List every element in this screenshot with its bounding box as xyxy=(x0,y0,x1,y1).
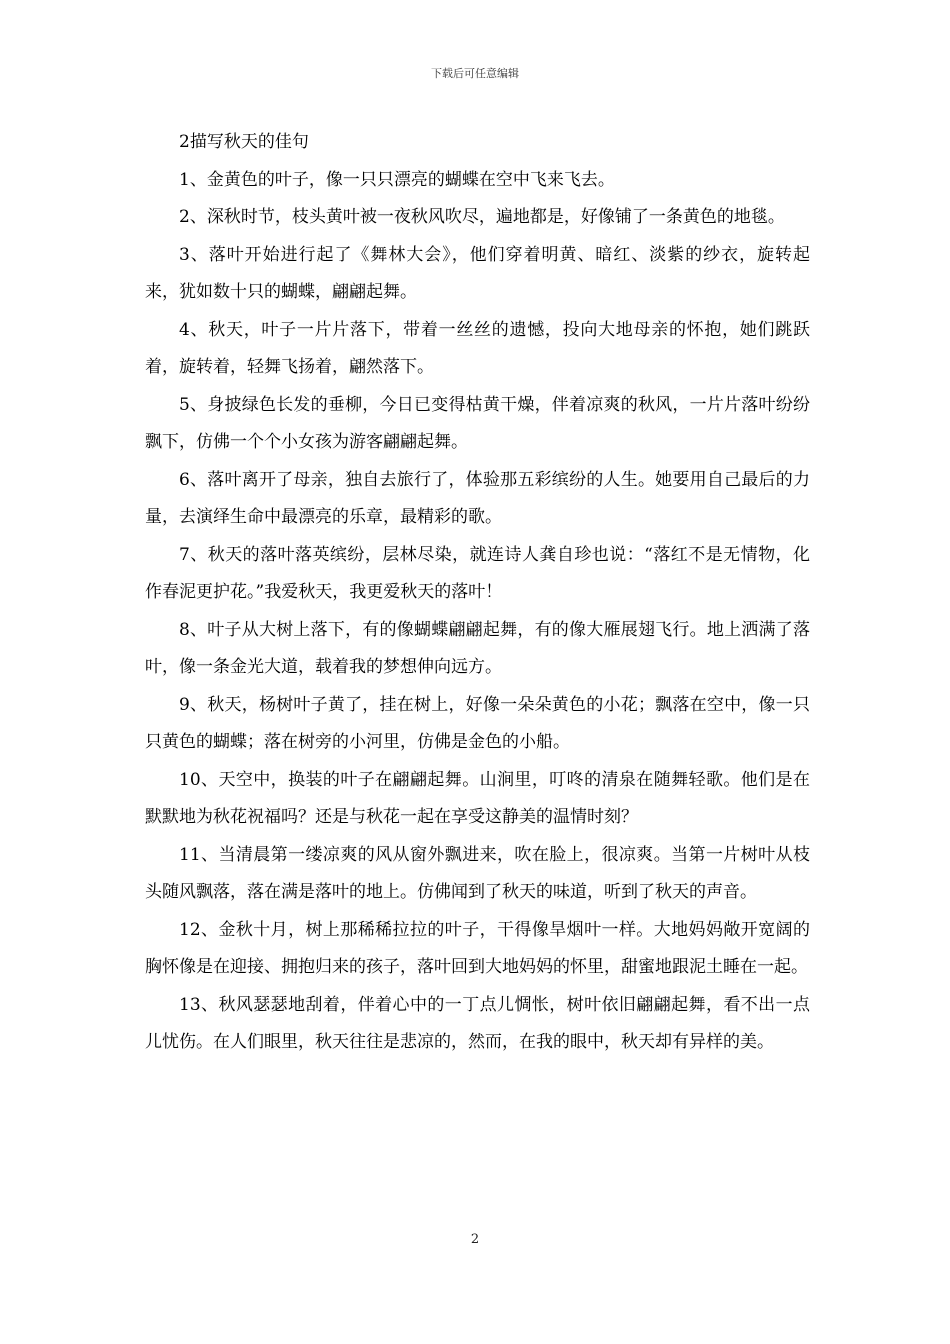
paragraph-4: 4、秋天，叶子一片片落下，带着一丝丝的遗憾，投向大地母亲的怀抱，她们跳跃着，旋转着，轻舞飞扬着，翩然落下。 xyxy=(145,319,810,377)
document-heading: 2描写秋天的佳句 xyxy=(179,132,309,152)
paragraph-8: 8、叶子从大树上落下，有的像蝴蝶翩翩起舞，有的像大雁展翅飞行。地上洒满了落叶，像一条金光大道，载着我的梦想伸向远方。 xyxy=(145,619,810,677)
paragraph-1: 1、金黄色的叶子，像一只只漂亮的蝴蝶在空中飞来飞去。 xyxy=(179,169,615,190)
paragraph-9: 9、秋天，杨树叶子黄了，挂在树上，好像一朵朵黄色的小花；飘落在空中，像一只只黄色的蝴蝶；落在树旁的小河里，仿佛是金色的小船。 xyxy=(145,694,810,752)
paragraph-5: 5、身披绿色长发的垂柳，今日已变得枯黄干燥，伴着凉爽的秋风，一片片落叶纷纷飘下，仿佛一个个小女孩为游客翩翩起舞。 xyxy=(145,394,810,452)
paragraph-11: 11、当清晨第一缕凉爽的风从窗外飘进来，吹在脸上，很凉爽。当第一片树叶从枝头随风飘落，落在满是落叶的地上。仿佛闻到了秋天的味道，听到了秋天的声音。 xyxy=(145,844,810,902)
page-header-note: 下载后可任意编辑 xyxy=(431,67,519,80)
paragraph-7: 7、秋天的落叶落英缤纷，层林尽染，就连诗人龚自珍也说：“落红不是无情物，化作春泥更护花。”我爱秋天，我更爱秋天的落叶！ xyxy=(145,544,810,602)
page-number: 2 xyxy=(470,1232,480,1247)
paragraph-10: 10、天空中，换装的叶子在翩翩起舞。山涧里，叮咚的清泉在随舞轻歌。他们是在默默地为秋花祝福吗？还是与秋花一起在享受这静美的温情时刻？ xyxy=(145,769,810,827)
document-body xyxy=(145,124,810,1062)
paragraph-3: 3、落叶开始进行起了《舞林大会》，他们穿着明黄、暗红、淡紫的纱衣，旋转起来，犹如数十只的蝴蝶，翩翩起舞。 xyxy=(145,244,810,302)
paragraph-13: 13、秋风瑟瑟地刮着，伴着心中的一丁点儿惆怅，树叶依旧翩翩起舞，看不出一点儿忧伤。在人们眼里，秋天往往是悲凉的，然而，在我的眼中，秋天却有异样的美。 xyxy=(145,994,810,1052)
paragraph-6: 6、落叶离开了母亲，独自去旅行了，体验那五彩缤纷的人生。她要用自己最后的力量，去演绎生命中最漂亮的乐章，最精彩的歌。 xyxy=(145,469,810,527)
paragraph-12: 12、金秋十月，树上那稀稀拉拉的叶子，干得像旱烟叶一样。大地妈妈敞开宽阔的胸怀像是在迎接、拥抱归来的孩子，落叶回到大地妈妈的怀里，甜蜜地跟泥土睡在一起。 xyxy=(145,919,810,977)
paragraph-2: 2、深秋时节，枝头黄叶被一夜秋风吹尽，遍地都是，好像铺了一条黄色的地毯。 xyxy=(179,207,785,227)
